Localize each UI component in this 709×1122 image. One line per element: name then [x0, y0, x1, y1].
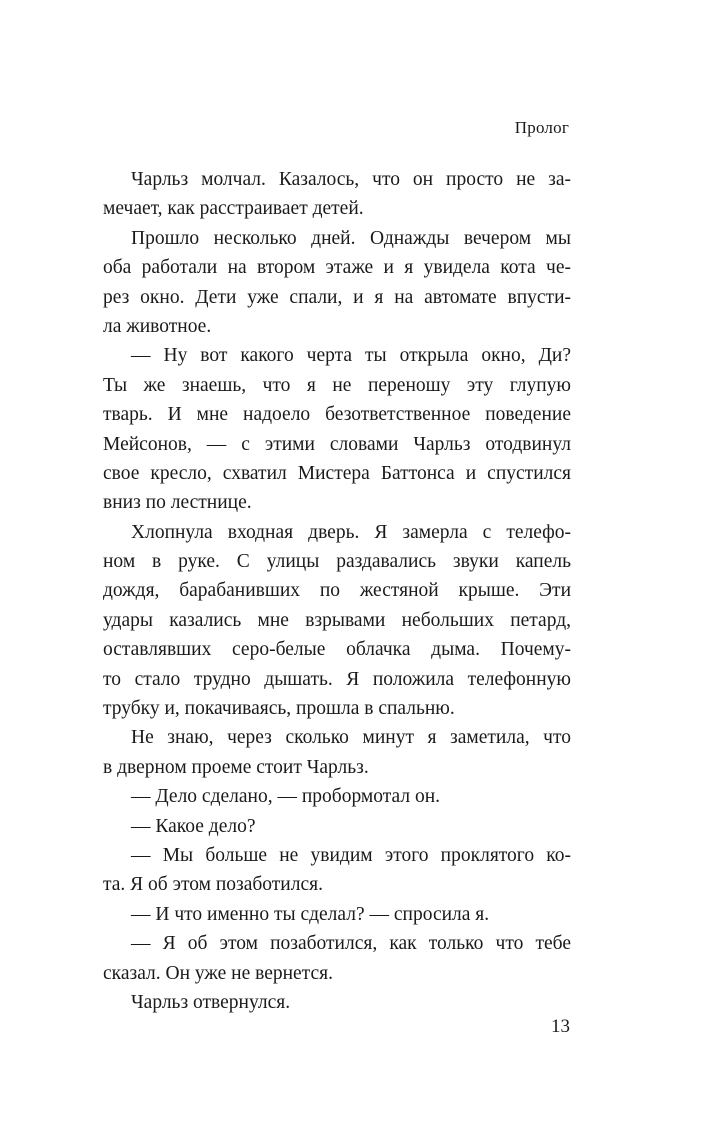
text-line: — Я об этом позаботился, как только что тебе: [131, 933, 571, 955]
text-line: сказал. Он уже не вернется.: [103, 962, 333, 984]
text-line: свое кресло, схватил Мистера Баттонса и спустился: [103, 462, 571, 484]
text-line: Чарльз молчал. Казалось, что он просто не за-: [131, 169, 571, 190]
text-line: дождя, барабанивших по жестяной крыше. Эти: [103, 580, 571, 602]
text-line: — Дело сделано, — пробормотал он.: [131, 786, 441, 808]
text-line: — Ну вот какого черта ты открыла окно, Ди?: [131, 345, 571, 367]
text-line: в дверном проеме стоит Чарльз.: [103, 756, 369, 778]
text-line: вниз по лестнице.: [103, 492, 252, 514]
text-line: Чарльз отвернулся.: [131, 991, 291, 1013]
text-line: мечает, как расстраивает детей.: [103, 198, 364, 220]
text-line: трубку и, покачиваясь, прошла в спальню.: [103, 698, 455, 720]
text-line: Ты же знаешь, что я не переношу эту глупую: [103, 374, 571, 396]
text-line: тварь. И мне надоело безответственное поведение: [103, 404, 571, 426]
text-line: та. Я об этом позаботился.: [103, 874, 323, 896]
text-line: — И что именно ты сделал? — спросила я.: [131, 903, 490, 925]
body-text: [103, 165, 571, 1017]
text-line: удары казались мне взрывами небольших петард,: [103, 609, 571, 631]
text-line: то стало трудно дышать. Я положила телефонную: [103, 668, 571, 690]
text-line: Мейсонов, — с этими словами Чарльз отодвинул: [103, 433, 571, 455]
text-line: ном в руке. С улицы раздавались звуки капель: [103, 551, 571, 573]
text-line: рез окно. Дети уже спали, и я на автомате впусти-: [103, 286, 571, 308]
text-line: оставлявших серо-белые облачка дыма. Почему-: [103, 639, 571, 661]
text-line: оба работали на втором этаже и я увидела кота че-: [103, 257, 571, 279]
page-number: 13: [551, 1016, 570, 1037]
text-line: — Мы больше не увидим этого проклятого ко-: [131, 844, 571, 866]
running-head: Пролог: [514, 118, 569, 137]
text-line: Не знаю, через сколько минут я заметила, что: [131, 727, 571, 749]
text-line: ла животное.: [103, 315, 212, 337]
text-line: Прошло несколько дней. Однажды вечером мы: [131, 227, 571, 249]
text-line: Хлопнула входная дверь. Я замерла с телефо-: [131, 521, 571, 543]
text-line: — Какое дело?: [131, 815, 256, 837]
